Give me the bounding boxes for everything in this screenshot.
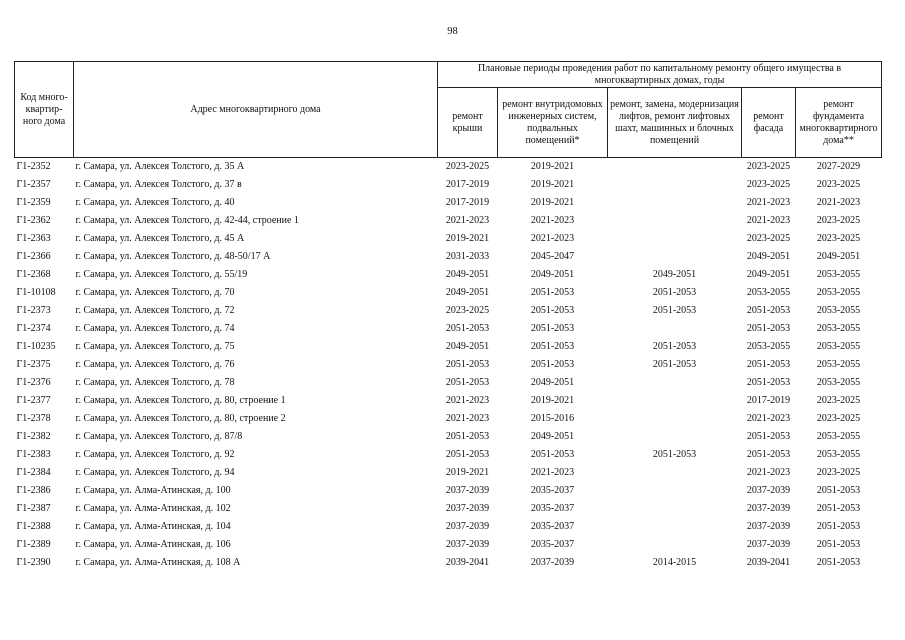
cell-facade: 2023-2025: [746, 161, 791, 172]
header-address: Адрес многоквартирного дома: [74, 62, 438, 158]
cell-code: Г1-2390: [16, 557, 51, 568]
cell-address: г. Самара, ул. Алексея Толстого, д. 94: [75, 467, 235, 478]
cell-roof: 2049-2051: [445, 287, 490, 298]
cell-address: г. Самара, ул. Алексея Толстого, д. 72: [75, 305, 235, 316]
cell-elevators: 2051-2053: [652, 359, 697, 370]
cell-elevators: [608, 230, 742, 248]
table-row: [15, 302, 882, 320]
cell-address: г. Самара, ул. Алексея Толстого, д. 37 в: [75, 179, 242, 190]
cell-facade: 2037-2039: [746, 539, 791, 550]
cell-elevators: [608, 374, 742, 392]
cell-engineering: 2051-2053: [530, 449, 575, 460]
cell-elevators: [608, 500, 742, 518]
cell-engineering: 2035-2037: [530, 503, 575, 514]
cell-address: г. Самара, ул. Алексея Толстого, д. 87/8: [75, 431, 243, 442]
cell-elevators: [608, 482, 742, 500]
cell-code: Г1-2374: [16, 323, 51, 334]
cell-foundation: 2051-2053: [816, 557, 861, 568]
table-row: [15, 194, 882, 212]
cell-engineering: 2019-2021: [530, 197, 575, 208]
cell-facade: 2023-2025: [746, 233, 791, 244]
table-row: [15, 482, 882, 500]
header-engineering: ремонт внутридомовых инженерных систем, подвальных помещений*: [498, 88, 608, 158]
cell-engineering: 2049-2051: [530, 377, 575, 388]
cell-engineering: 2051-2053: [530, 287, 575, 298]
cell-elevators: [608, 464, 742, 482]
cell-elevators: 2049-2051: [652, 269, 697, 280]
table-row: [15, 230, 882, 248]
cell-foundation: 2051-2053: [816, 521, 861, 532]
cell-address: г. Самара, ул. Алма-Атинская, д. 102: [75, 503, 231, 514]
cell-foundation: 2053-2055: [816, 323, 861, 334]
cell-engineering: 2051-2053: [530, 359, 575, 370]
cell-code: Г1-10235: [16, 341, 56, 352]
cell-elevators: 2051-2053: [652, 449, 697, 460]
cell-elevators: [608, 392, 742, 410]
cell-engineering: 2021-2023: [530, 467, 575, 478]
cell-foundation: 2023-2025: [816, 215, 861, 226]
cell-facade: 2053-2055: [746, 341, 791, 352]
cell-elevators: [608, 212, 742, 230]
cell-address: г. Самара, ул. Алексея Толстого, д. 35 А: [75, 161, 245, 172]
cell-engineering: 2035-2037: [530, 539, 575, 550]
header-elevators: ремонт, замена, модернизация лифтов, ремонт лифтовых шахт, машинных и блочных помещений: [608, 88, 742, 158]
table-row: [15, 248, 882, 266]
table-row: [15, 212, 882, 230]
cell-engineering: 2049-2051: [530, 431, 575, 442]
cell-address: г. Самара, ул. Алексея Толстого, д. 78: [75, 377, 235, 388]
cell-roof: 2031-2033: [445, 251, 490, 262]
cell-foundation: 2023-2025: [816, 395, 861, 406]
cell-roof: 2037-2039: [445, 539, 490, 550]
table-row: [15, 338, 882, 356]
cell-roof: 2051-2053: [445, 323, 490, 334]
cell-address: г. Самара, ул. Алексея Толстого, д. 48-50/17 А: [75, 251, 271, 262]
cell-foundation: 2023-2025: [816, 413, 861, 424]
cell-elevators: [608, 158, 742, 177]
cell-address: г. Самара, ул. Алексея Толстого, д. 92: [75, 449, 235, 460]
cell-facade: 2049-2051: [746, 251, 791, 262]
cell-engineering: 2021-2023: [530, 233, 575, 244]
cell-foundation: 2053-2055: [816, 377, 861, 388]
cell-address: г. Самара, ул. Алексея Толстого, д. 40: [75, 197, 235, 208]
cell-roof: 2017-2019: [445, 197, 490, 208]
cell-foundation: 2049-2051: [816, 251, 861, 262]
cell-address: г. Самара, ул. Алексея Толстого, д. 75: [75, 341, 235, 352]
cell-elevators: 2051-2053: [652, 287, 697, 298]
cell-address: г. Самара, ул. Алексея Толстого, д. 74: [75, 323, 235, 334]
table-row: [15, 536, 882, 554]
cell-roof: 2051-2053: [445, 377, 490, 388]
cell-code: Г1-2357: [16, 179, 51, 190]
table-row: [15, 356, 882, 374]
cell-code: Г1-2368: [16, 269, 51, 280]
cell-foundation: 2053-2055: [816, 269, 861, 280]
cell-engineering: 2019-2021: [530, 179, 575, 190]
cell-roof: 2021-2023: [445, 215, 490, 226]
table-row: [15, 554, 882, 572]
cell-roof: 2019-2021: [445, 467, 490, 478]
cell-roof: 2019-2021: [445, 233, 490, 244]
cell-elevators: 2051-2053: [652, 305, 697, 316]
cell-foundation: 2051-2053: [816, 539, 861, 550]
cell-address: г. Самара, ул. Алексея Толстого, д. 55/19: [75, 269, 248, 280]
header-roof: ремонт крыши: [438, 88, 498, 158]
cell-address: г. Самара, ул. Алексея Толстого, д. 80, строение 2: [75, 413, 286, 424]
cell-foundation: 2023-2025: [816, 467, 861, 478]
table-row: [15, 374, 882, 392]
cell-code: Г1-2352: [16, 161, 51, 172]
cell-facade: 2037-2039: [746, 503, 791, 514]
table-row: [15, 446, 882, 464]
cell-elevators: [608, 536, 742, 554]
cell-roof: 2051-2053: [445, 449, 490, 460]
cell-code: Г1-2378: [16, 413, 51, 424]
cell-facade: 2021-2023: [746, 215, 791, 226]
cell-elevators: 2051-2053: [652, 341, 697, 352]
cell-engineering: 2019-2021: [530, 161, 575, 172]
cell-facade: 2051-2053: [746, 449, 791, 460]
cell-facade: 2021-2023: [746, 197, 791, 208]
page-number: 98: [447, 26, 458, 37]
cell-engineering: 2035-2037: [530, 485, 575, 496]
cell-address: г. Самара, ул. Алексея Толстого, д. 80, строение 1: [75, 395, 286, 406]
cell-code: Г1-2388: [16, 521, 51, 532]
cell-code: Г1-2383: [16, 449, 51, 460]
cell-code: Г1-2362: [16, 215, 51, 226]
cell-foundation: 2051-2053: [816, 503, 861, 514]
cell-roof: 2049-2051: [445, 341, 490, 352]
cell-facade: 2051-2053: [746, 377, 791, 388]
cell-code: Г1-2363: [16, 233, 51, 244]
cell-engineering: 2051-2053: [530, 305, 575, 316]
cell-address: г. Самара, ул. Алексея Толстого, д. 45 А: [75, 233, 245, 244]
cell-facade: 2053-2055: [746, 287, 791, 298]
cell-roof: 2049-2051: [445, 269, 490, 280]
cell-foundation: 2053-2055: [816, 287, 861, 298]
cell-code: Г1-2373: [16, 305, 51, 316]
cell-engineering: 2045-2047: [530, 251, 575, 262]
cell-facade: 2039-2041: [746, 557, 791, 568]
cell-engineering: 2051-2053: [530, 341, 575, 352]
cell-engineering: 2049-2051: [530, 269, 575, 280]
cell-roof: 2037-2039: [445, 521, 490, 532]
cell-foundation: 2053-2055: [816, 305, 861, 316]
cell-address: г. Самара, ул. Алексея Толстого, д. 70: [75, 287, 235, 298]
cell-code: Г1-2377: [16, 395, 51, 406]
cell-code: Г1-2376: [16, 377, 51, 388]
cell-foundation: 2053-2055: [816, 449, 861, 460]
cell-code: Г1-2384: [16, 467, 51, 478]
cell-foundation: 2051-2053: [816, 485, 861, 496]
cell-foundation: 2027-2029: [816, 161, 861, 172]
cell-elevators: [608, 248, 742, 266]
header-facade: ремонт фасада: [742, 88, 796, 158]
cell-foundation: 2053-2055: [816, 341, 861, 352]
cell-roof: 2017-2019: [445, 179, 490, 190]
cell-address: г. Самара, ул. Алма-Атинская, д. 106: [75, 539, 231, 550]
cell-roof: 2051-2053: [445, 359, 490, 370]
cell-facade: 2017-2019: [746, 395, 791, 406]
cell-roof: 2037-2039: [445, 503, 490, 514]
cell-engineering: 2051-2053: [530, 323, 575, 334]
table-row: [15, 158, 882, 177]
cell-roof: 2039-2041: [445, 557, 490, 568]
cell-code: Г1-2387: [16, 503, 51, 514]
cell-facade: 2021-2023: [746, 413, 791, 424]
cell-engineering: 2037-2039: [530, 557, 575, 568]
cell-facade: 2049-2051: [746, 269, 791, 280]
table-body: [15, 158, 882, 573]
cell-code: Г1-2382: [16, 431, 51, 442]
cell-address: г. Самара, ул. Алексея Толстого, д. 76: [75, 359, 235, 370]
cell-elevators: [608, 410, 742, 428]
table-row: [15, 392, 882, 410]
table-row: [15, 518, 882, 536]
table-row: [15, 320, 882, 338]
cell-foundation: 2021-2023: [816, 197, 861, 208]
cell-facade: 2051-2053: [746, 305, 791, 316]
table-row: [15, 176, 882, 194]
table-row: [15, 410, 882, 428]
cell-code: Г1-2366: [16, 251, 51, 262]
cell-address: г. Самара, ул. Алма-Атинская, д. 104: [75, 521, 231, 532]
cell-elevators: [608, 194, 742, 212]
capital-repair-table: [14, 61, 882, 572]
cell-foundation: 2053-2055: [816, 431, 861, 442]
cell-facade: 2037-2039: [746, 485, 791, 496]
header-foundation: ремонт фундамента многоквартирного дома**: [796, 88, 882, 158]
cell-elevators: [608, 428, 742, 446]
cell-roof: 2037-2039: [445, 485, 490, 496]
table-row: [15, 500, 882, 518]
cell-address: г. Самара, ул. Алма-Атинская, д. 108 А: [75, 557, 241, 568]
header-planned-periods: Плановые периоды проведения работ по капитальному ремонту общего имущества в многоквартирных домах, годы: [438, 62, 882, 88]
cell-elevators: [608, 320, 742, 338]
table-row: [15, 428, 882, 446]
cell-facade: 2037-2039: [746, 521, 791, 532]
cell-engineering: 2019-2021: [530, 395, 575, 406]
cell-engineering: 2035-2037: [530, 521, 575, 532]
cell-roof: 2021-2023: [445, 413, 490, 424]
cell-foundation: 2023-2025: [816, 233, 861, 244]
cell-elevators: [608, 176, 742, 194]
table-row: [15, 266, 882, 284]
cell-facade: 2051-2053: [746, 359, 791, 370]
cell-facade: 2023-2025: [746, 179, 791, 190]
cell-roof: 2023-2025: [445, 161, 490, 172]
cell-foundation: 2023-2025: [816, 179, 861, 190]
cell-facade: 2021-2023: [746, 467, 791, 478]
cell-roof: 2051-2053: [445, 431, 490, 442]
cell-facade: 2051-2053: [746, 431, 791, 442]
cell-code: Г1-2386: [16, 485, 51, 496]
header-code: Код много-квартир-ного дома: [15, 62, 74, 158]
cell-engineering: 2015-2016: [530, 413, 575, 424]
cell-elevators: 2014-2015: [652, 557, 697, 568]
cell-elevators: [608, 518, 742, 536]
cell-code: Г1-2389: [16, 539, 51, 550]
cell-foundation: 2053-2055: [816, 359, 861, 370]
cell-facade: 2051-2053: [746, 323, 791, 334]
cell-roof: 2021-2023: [445, 395, 490, 406]
table-row: [15, 464, 882, 482]
table-row: [15, 284, 882, 302]
cell-address: г. Самара, ул. Алма-Атинская, д. 100: [75, 485, 231, 496]
cell-code: Г1-10108: [16, 287, 56, 298]
cell-code: Г1-2375: [16, 359, 51, 370]
cell-address: г. Самара, ул. Алексея Толстого, д. 42-44, строение 1: [75, 215, 299, 226]
cell-roof: 2023-2025: [445, 305, 490, 316]
cell-engineering: 2021-2023: [530, 215, 575, 226]
cell-code: Г1-2359: [16, 197, 51, 208]
